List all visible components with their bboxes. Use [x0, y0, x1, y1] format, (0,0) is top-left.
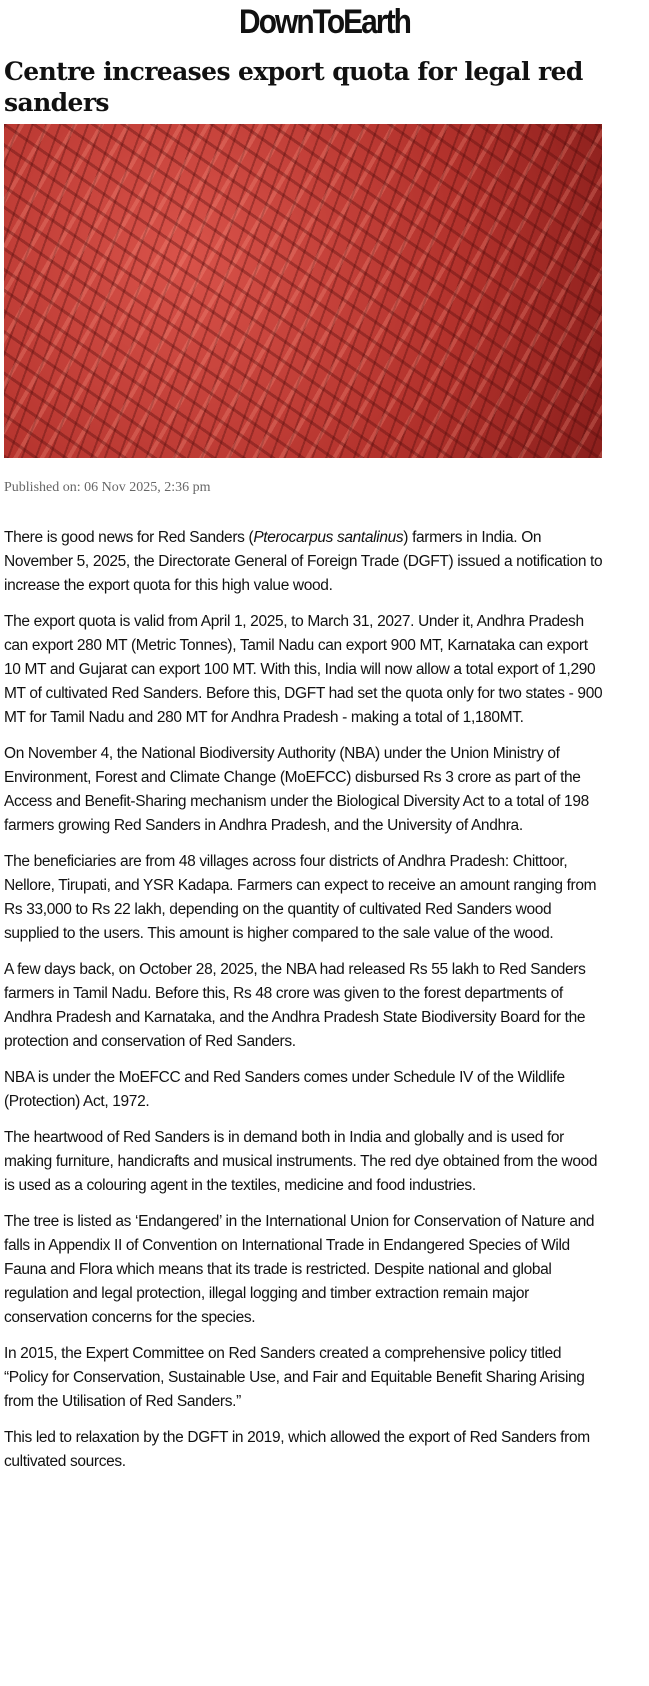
paragraph: [4, 526, 604, 598]
paragraph: The tree is listed as ‘Endangered’ in the International Union for Conservation of Nature and falls in Appendix II of Convention on International Trade in Endangered Species of Wild Fauna and Flora which means that its trade is restricted. Despite national and global regulation and legal protection, illegal logging and timber extraction remain major conservation concerns for the species.: [4, 1213, 595, 1326]
paragraph: This led to relaxation by the DGFT in 2019, which allowed the export of Red Sanders from cultivated sources.: [4, 1429, 590, 1470]
paragraph: On November 4, the National Biodiversity Authority (NBA) under the Union Ministry of Environment, Forest and Climate Change (MoEFCC) disbursed Rs 3 crore as part of the Access and Benefit-Sharing mechanism under the Biological Diversity Act to a total of 198 farmers growing Red Sanders in Andhra Pradesh, and the University of Andhra.: [4, 745, 589, 834]
paragraph: The export quota is valid from April 1, 2025, to March 31, 2027. Under it, Andhra Pradesh can export 280 MT (Metric Tonnes), Tamil Nadu can export 900 MT, Karnataka can export 10 MT and Gujarat can export 100 MT. With this, India will now allow a total export of 1,290 MT of cultivated Red Sanders. Before this, DGFT had set the quota only for two states - 900 MT for Tamil Nadu and 280 MT for Andhra Pradesh - making a total of 1,180MT.: [4, 613, 603, 726]
species-name: Pterocarpus santalinus: [253, 529, 404, 546]
site-logo[interactable]: DownToEarth: [239, 3, 410, 41]
hero-image: [4, 124, 602, 458]
paragraph: The beneficiaries are from 48 villages across four districts of Andhra Pradesh: Chittoor, Nellore, Tirupati, and YSR Kadapa. Farmers can expect to receive an amount ranging from Rs 33,000 to Rs 22 lakh, depending on the quantity of cultivated Red Sanders wood supplied to the users. This amount is higher compared to the sale value of the wood.: [4, 853, 597, 942]
text: There is good news for Red Sanders (: [4, 529, 254, 546]
paragraph: A few days back, on October 28, 2025, the NBA had released Rs 55 lakh to Red Sanders farmers in Tamil Nadu. Before this, Rs 48 crore was given to the forest departments of Andhra Pradesh and Karnataka, and the Andhra Pradesh State Biodiversity Board for the protection and conservation of Red Sanders.: [4, 961, 586, 1050]
paragraph: NBA is under the MoEFCC and Red Sanders comes under Schedule IV of the Wildlife (Protection) Act, 1972.: [4, 1069, 565, 1110]
paragraph: The heartwood of Red Sanders is in demand both in India and globally and is used for making furniture, handicrafts and musical instruments. The red dye obtained from the wood is used as a colouring agent in the textiles, medicine and food industries.: [4, 1129, 598, 1194]
article-body: [4, 526, 604, 1474]
paragraph: In 2015, the Expert Committee on Red Sanders created a comprehensive policy titled “Policy for Conservation, Sustainable Use, and Fair and Equitable Benefit Sharing Arising from the Utilisation of Red Sanders.”: [4, 1345, 585, 1410]
text: ) farmers in India. On November 5, 2025, the Directorate General of Foreign Trade (DGFT) issued a notification to increase the export quota for this high value wood.: [4, 529, 603, 594]
article-title: Centre increases export quota for legal red sanders: [4, 57, 583, 117]
published-date: Published on: 06 Nov 2025, 2:36 pm: [4, 480, 211, 495]
